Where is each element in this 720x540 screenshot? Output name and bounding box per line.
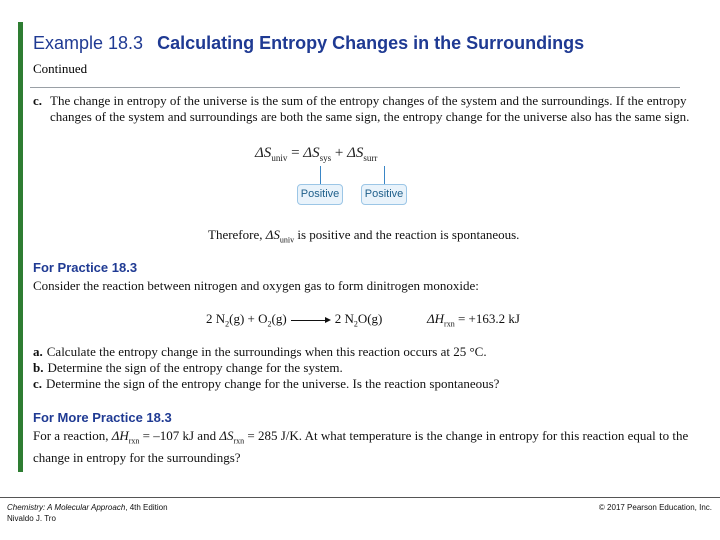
- footer-author: Nivaldo J. Tro: [7, 514, 56, 523]
- question-c: c. Determine the sign of the entropy change for the universe. Is the reaction spontaneous?: [33, 376, 500, 391]
- reaction-equation: 2 $N_2(g) + O_2(g)$ 2 $N_2O(g)$: [206, 311, 383, 329]
- header-divider: [30, 87, 680, 88]
- example-label: Example 18.3: [33, 33, 144, 53]
- therefore-statement: Therefore, $\Delta S_{univ}$ is positive and the reaction is spontaneous.: [208, 227, 520, 245]
- positive-badge-surr: Positive: [361, 184, 407, 205]
- for-practice-heading: For Practice 18.3: [33, 260, 138, 275]
- arrow-surr: [384, 166, 385, 184]
- part-c-label: c.: [33, 93, 43, 108]
- question-b: b. Determine the sign of the entropy change for the system.: [33, 360, 343, 375]
- continued-label: Continued: [33, 61, 88, 76]
- part-c-text: The change in entropy of the universe is the sum of the entropy changes of the system and the surroundings. If the entropy changes of the system and surroundings are both the same sign, the entropy change for the universe also has the same sign.: [50, 93, 690, 124]
- footer-copyright: © 2017 Pearson Education, Inc.: [598, 503, 712, 512]
- question-a: a. Calculate the entropy change in the surroundings when this reaction occurs at 25 °C.: [33, 344, 487, 359]
- example-title: Calculating Entropy Changes in the Surroundings: [157, 33, 585, 53]
- reaction-arrow-icon: [291, 315, 331, 325]
- arrow-sys: [320, 166, 321, 184]
- part-c-paragraph: [33, 93, 713, 125]
- for-practice-text: Consider the reaction between nitrogen and oxygen gas to form dinitrogen monoxide:: [33, 278, 479, 293]
- left-accent-bar: [18, 22, 23, 472]
- enthalpy-value: $\Delta H_{rxn} = +163.2$ kJ: [427, 311, 520, 329]
- positive-badge-sys: Positive: [297, 184, 343, 205]
- for-more-practice-text: For a reaction, $\Delta H_{rxn} = -107$ kJ and $\Delta S_{rxn} = 285$ J/K. At what temperature is the change in entropy for this reaction equal to the change in entropy for the surroundings?: [33, 428, 689, 465]
- footer-book: Chemistry: A Molecular Approach, 4th Edition: [7, 503, 168, 512]
- for-more-practice-heading: For More Practice 18.3: [33, 410, 172, 425]
- practice-questions: [33, 344, 499, 392]
- equation-line: $\Delta S_{univ} = \Delta S_{sys} + \Delta S_{surr}$: [255, 145, 378, 163]
- footer-divider: [0, 497, 720, 498]
- page-title: [33, 33, 584, 54]
